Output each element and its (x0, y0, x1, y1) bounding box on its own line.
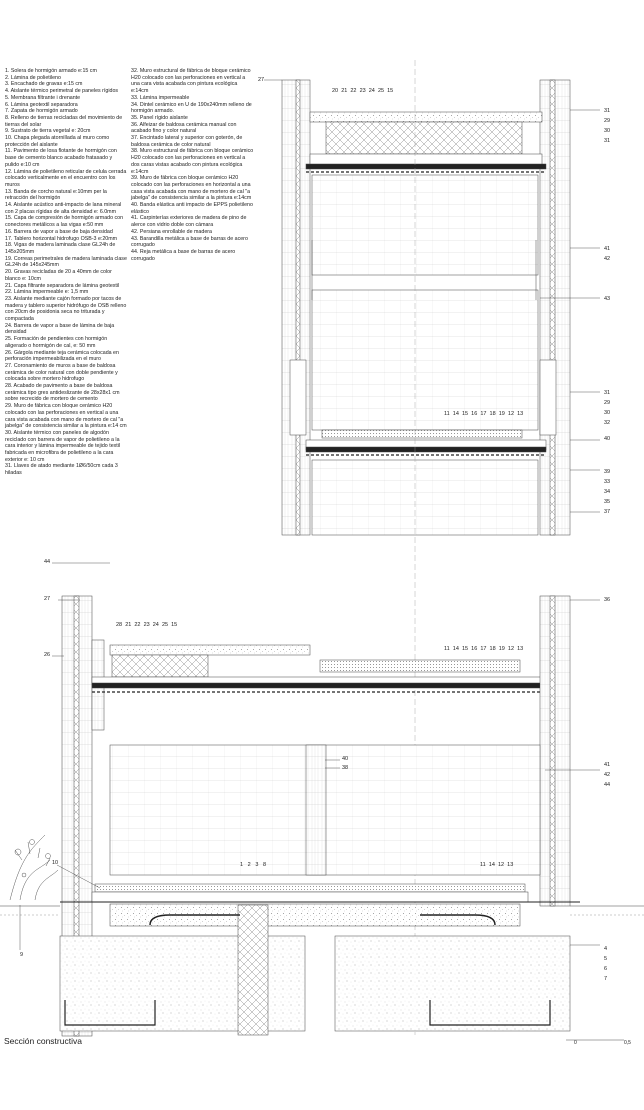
legend-item: 6. Lámina geotextil separadora (5, 101, 78, 108)
legend-item: 23. Aislante mediante cajón formado por tacos de madera y tablero superior hidrófugo de OSB relleno con 20cm de posidonia seca no triturada y compactada (5, 295, 127, 323)
callout-27-low: 27 (44, 596, 51, 602)
legend-item: 1. Solera de hormigón armado e:15 cm (5, 68, 97, 74)
legend-item: 38. Muro estructural de fábrica con bloque cerámico H20 colocado con las perforaciones en vertical a dos caras vistas acabado con pintura ecológica e:14cm (131, 148, 254, 175)
legend-item: 15. Capa de compresión de hormigón armado con conectores metálicos a las vigas e:50 mm (5, 215, 124, 229)
legend-item: 37. Encintado lateral y superior con goterón, de baldosa cerámica de color natural (131, 135, 243, 148)
callouts-floor-upper: 11 14 15 16 17 18 19 12 13 (444, 411, 524, 417)
legend-item: 35. Panel rígido aislante (131, 114, 188, 121)
callouts-roof-low: 28 21 22 23 24 25 15 (116, 622, 178, 628)
legend-item: 22. Lámina impermeable e: 1,5 mm (5, 289, 89, 296)
legend-item: 2. Lámina de polietileno (5, 74, 61, 81)
callouts-right-h: 36 (604, 597, 611, 603)
legend-item: 5. Membrana filtrante i drenante (5, 94, 81, 101)
legend-item: 33. Lámina impermeable (131, 94, 190, 101)
legend-item: 28. Acabado de pavimento a base de baldosa cerámica tipo gres antideslizante de 28x28x1 cm sobre recrecido de mortero de cemento (5, 383, 120, 403)
legend-item: 36. Alfeizar de baldosa cerámica manual con acabado fino y color natural (131, 121, 237, 135)
scale-start-label: 0 (574, 1040, 577, 1046)
callouts-right-f: 39 33 34 35 (604, 469, 611, 505)
ground-floor (0, 884, 644, 1035)
legend-item: 10. Chapa plegada atornillada al muro como protección del aislante (5, 135, 110, 148)
callouts-right-e: 40 (604, 436, 611, 442)
legend-item: 18. Vigas de madera laminada clase GL24h de 145x205mm (5, 242, 116, 255)
legend-item: 44. Reja metálica a base de barras de acero corrugado (131, 248, 236, 262)
callout-26: 26 (44, 652, 51, 658)
vegetation-drawing (10, 835, 58, 900)
drawing-title: Sección constructiva (4, 1036, 82, 1046)
legend-item: 31. Llaves de atado mediante 1Ø6/50cm cada 3 hiladas (5, 463, 118, 477)
scale-end-label: 0,5 (624, 1040, 631, 1046)
legend-item: 32. Muro estructural de fábrica de bloque cerámico H20 colocado con las perforaciones en vertical a una cara vista acabada con pintura ecológica e:14cm (131, 68, 251, 95)
callouts-floor-ground-left: 1 2 3 8 (240, 862, 267, 868)
callouts-right-j: 4 5 6 7 (604, 946, 608, 982)
legend-item: 25. Formación de pendientes con hormigón aligerado o hormigón de cal, e: 50 mm (5, 336, 108, 349)
callouts-roof-top: 20 21 22 23 24 25 15 (332, 88, 394, 94)
legend-item: 3. Encachado de gravas e:15 cm (5, 81, 83, 88)
callouts-floor-ground-right: 11 14 12 13 (480, 862, 514, 868)
callouts-right-g: 37 (604, 509, 611, 515)
legend-item: 27. Coronamiento de muros a base de baldosa cerámica de color natural con doble pendiente y colocada sobre mortero hidrofugo (5, 362, 118, 383)
legend-item: 8. Relleno de tierras recicladas del movimiento de tierras del solar (5, 114, 123, 128)
legend-item: 9. Sustrato de tierra vegetal e: 20cm (5, 128, 91, 135)
legend-item: 24. Barrera de vapor a base de lámina de baja densidad (5, 322, 115, 336)
legend-item: 12. Lámina de polietileno reticular de celula cerrada colocado verticalmente en el encuentro con los muros (5, 168, 127, 188)
callout-27-top: 27 (258, 77, 265, 83)
legend-item: 14. Aislante acústico anti-impacto de lana mineral con 2 placas rígidas de alta densidad e: 6.0mm (5, 202, 122, 215)
legend-item: 17. Tablero horizontal hidrofugo OSB-3 e:20mm (5, 235, 118, 242)
legend-item: 13. Banda de corcho natural e:10mm per la retracción del hormigón (5, 188, 107, 202)
legend-item: 43. Barandilla metálica a base de barras de acero corrugado (131, 235, 248, 249)
legend-item: 40. Banda elástica anti impacto de EPPS polietileno elástico (131, 202, 253, 215)
legend-item: 39. Muro de fábrica con bloque cerámico H20 colocado con las perforaciones en horizontal a una casa vista acabada con mano de mortero de cal "a jabelga" de consistencia similar a la pintura e:14cm (131, 175, 252, 202)
legend-item: 29. Muro de fábrica con bloque cerámico H20 colocado con las perforaciones en vertical a una cara vista acabada con mano de mortero de cal "a jabelga" de consistencia similar a la pintura e:14 cm (5, 403, 127, 430)
legend-item: 4. Aislante térmico perimetral de paneles rígidos (5, 88, 119, 95)
legend-item: 7. Zapata de hormigón armado (5, 108, 78, 115)
legend-item: 19. Correas perimetrales de madera laminada clase GL24h de 145x245mm (5, 255, 127, 269)
callouts-right-a: 31 29 30 31 (604, 108, 611, 144)
callouts-right-b: 41 42 (604, 246, 611, 262)
legend-item: 34. Dintel cerámico en U de 190x240mm relleno de hormigón armado. (131, 101, 252, 115)
callouts-right-d: 31 29 30 32 (604, 390, 611, 426)
callouts-right-i: 41 42 44 (604, 762, 611, 788)
callout-44-left: 44 (44, 559, 51, 565)
callouts-right-c: 43 (604, 296, 611, 302)
callout-9: 9 (20, 952, 24, 958)
callout-40-mid: 40 (342, 756, 349, 762)
legend-item: 30. Aislante térmico con paneles de algodón reciclado con barrera de vapor de polietileno a la cara interior y lámina impermeable de tejido textil fabricada en microfibra de polietileno a la cara exterior e: 10 cm (5, 429, 121, 463)
callouts-floor-mid: 11 14 15 16 17 18 19 12 13 (444, 646, 524, 652)
legend-item: 20. Gravas recicladas de 20 a 40mm de color blanco e: 10cm (5, 269, 112, 282)
callout-10: 10 (52, 860, 59, 866)
legend-item: 11. Pavimento de losa flotante de hormigón con base de cemento blanco acabado fratasado y pulido e:10 cm (5, 148, 117, 168)
legend-item: 41. Carpinterías exteriores de madera de pino de alerce con vidrio doble con cámara (131, 215, 247, 229)
legend-item: 21. Capa filtrante separadora de lámina geotextil (5, 282, 120, 289)
legend-item: 42. Persiana enrollable de madera (131, 228, 212, 235)
legend-item: 16. Barrera de vapor a base de baja densidad (5, 228, 113, 235)
legend-item: 26. Gárgola mediante teja cerámica colocada en perforación impermeabilizada en el muro (5, 349, 119, 363)
callout-38-mid: 38 (342, 765, 349, 771)
